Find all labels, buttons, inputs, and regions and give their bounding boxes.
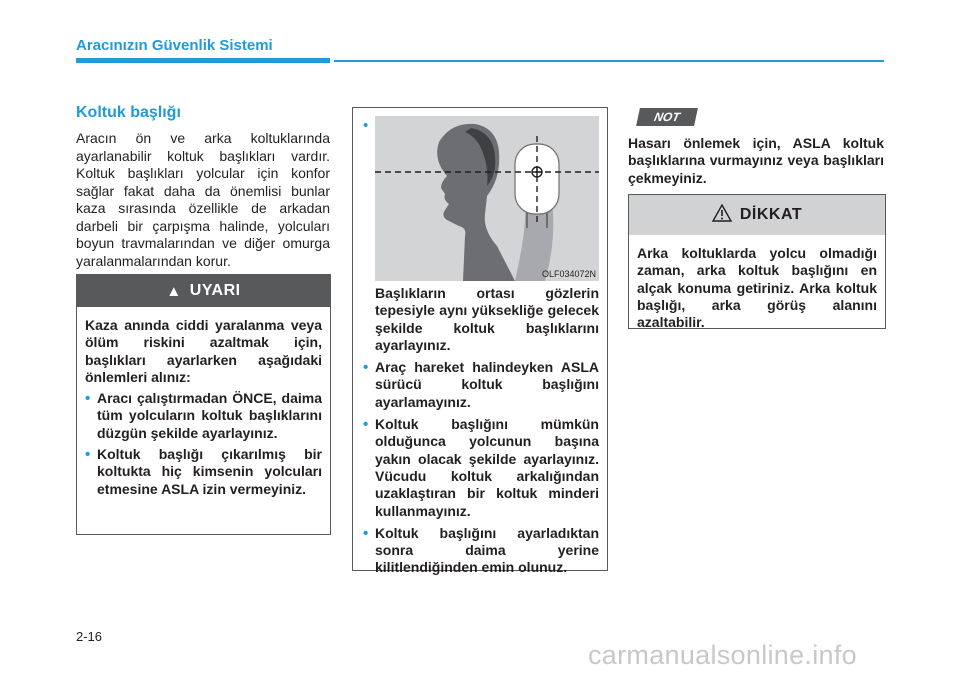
uyari-title: UYARI [189, 282, 241, 299]
uyari-body [77, 307, 330, 510]
uyari-warning-box [76, 274, 331, 535]
headrest-instructions-box [352, 107, 608, 576]
headrest-instructions [363, 285, 599, 577]
uyari-list [85, 390, 322, 498]
headrest-illustration [375, 116, 599, 281]
warning-triangle-icon: ▲ [166, 282, 182, 300]
section-title: Aracınızın Güvenlik Sistemi [76, 37, 273, 54]
warning-triangle-outline-icon [712, 204, 732, 226]
uyari-lead: Kaza anında ciddi yaralanma veya ölüm riskini azaltmak için, başlıkları ayarlarken aşağıdaki önlemleri alınız: [85, 317, 322, 385]
list-item: • Koltuk başlığı çıkarılmış bir koltukta hiç kimsenin yolcuları etmesine ASLA izin vermeyiniz. [85, 446, 322, 498]
dikkat-title: DİKKAT [739, 206, 803, 223]
headrest-list [363, 359, 599, 577]
left-column [76, 104, 330, 270]
intro-paragraph: Aracın ön ve arka koltuklarında ayarlanabilir koltuk başlıkları vardır. Koltuk başlıkları yolcular için konfor sağlar fakat daha da önemlisi bunlar kaza sırasında özellikle de arkadan darbeli bir çarpışma halinde, yolcuları boyun travmalarından ve diğer omurga yaralanmalarından korur. [76, 130, 330, 269]
list-item: • Araç hareket halindeyken ASLA sürücü koltuk başlığını ayarlamayınız. [363, 359, 599, 411]
header-rule-thin [334, 60, 884, 62]
first-item-text: Başlıkların ortası gözlerin tepesiyle aynı yüksekliğe gelecek şekilde koltuk başlıklarını ayarlayınız. [375, 285, 599, 353]
head-and-headrest-diagram [375, 116, 599, 281]
not-text: Hasarı önlemek için, ASLA koltuk başlıklarına vurmayınız veya başlıkları çekmeyiniz. [628, 135, 884, 186]
not-badge: NOT [636, 108, 698, 126]
bullet-marker: • [363, 117, 369, 134]
dikkat-caution-box [628, 194, 886, 329]
heading-koltuk-basligi: Koltuk başlığı [76, 104, 181, 121]
list-item: • Koltuk başlığını ayarladıktan sonra daima yerine kilitlendiğinden emin olunuz. [363, 525, 599, 577]
header-rule-thick [76, 58, 330, 63]
list-item: • Aracı çalıştırmadan ÖNCE, daima tüm yolcuların koltuk başlıklarını düzgün şekilde ayarlayınız. [85, 390, 322, 442]
figure-code: OLF034072N [541, 269, 596, 279]
uyari-header [77, 275, 330, 307]
dikkat-body [629, 235, 885, 343]
watermark: carmanualsonline.info [588, 640, 857, 670]
dikkat-text: Arka koltuklarda yolcu olmadığı zaman, arka koltuk başlığını en alçak konuma getiriniz. Arka koltuk başlığı, arka görüş alanını azaltabilir. [637, 245, 877, 331]
page-number: 2-16 [76, 629, 103, 644]
list-item: • Koltuk başlığını mümkün olduğunca yolcunun başına yakın olacak şekilde ayarlayınız. Vücudu koltuk arkalığından uzaklaştıran bir koltuk minderi kullanmayınız. [363, 416, 599, 520]
dikkat-header [629, 195, 885, 235]
